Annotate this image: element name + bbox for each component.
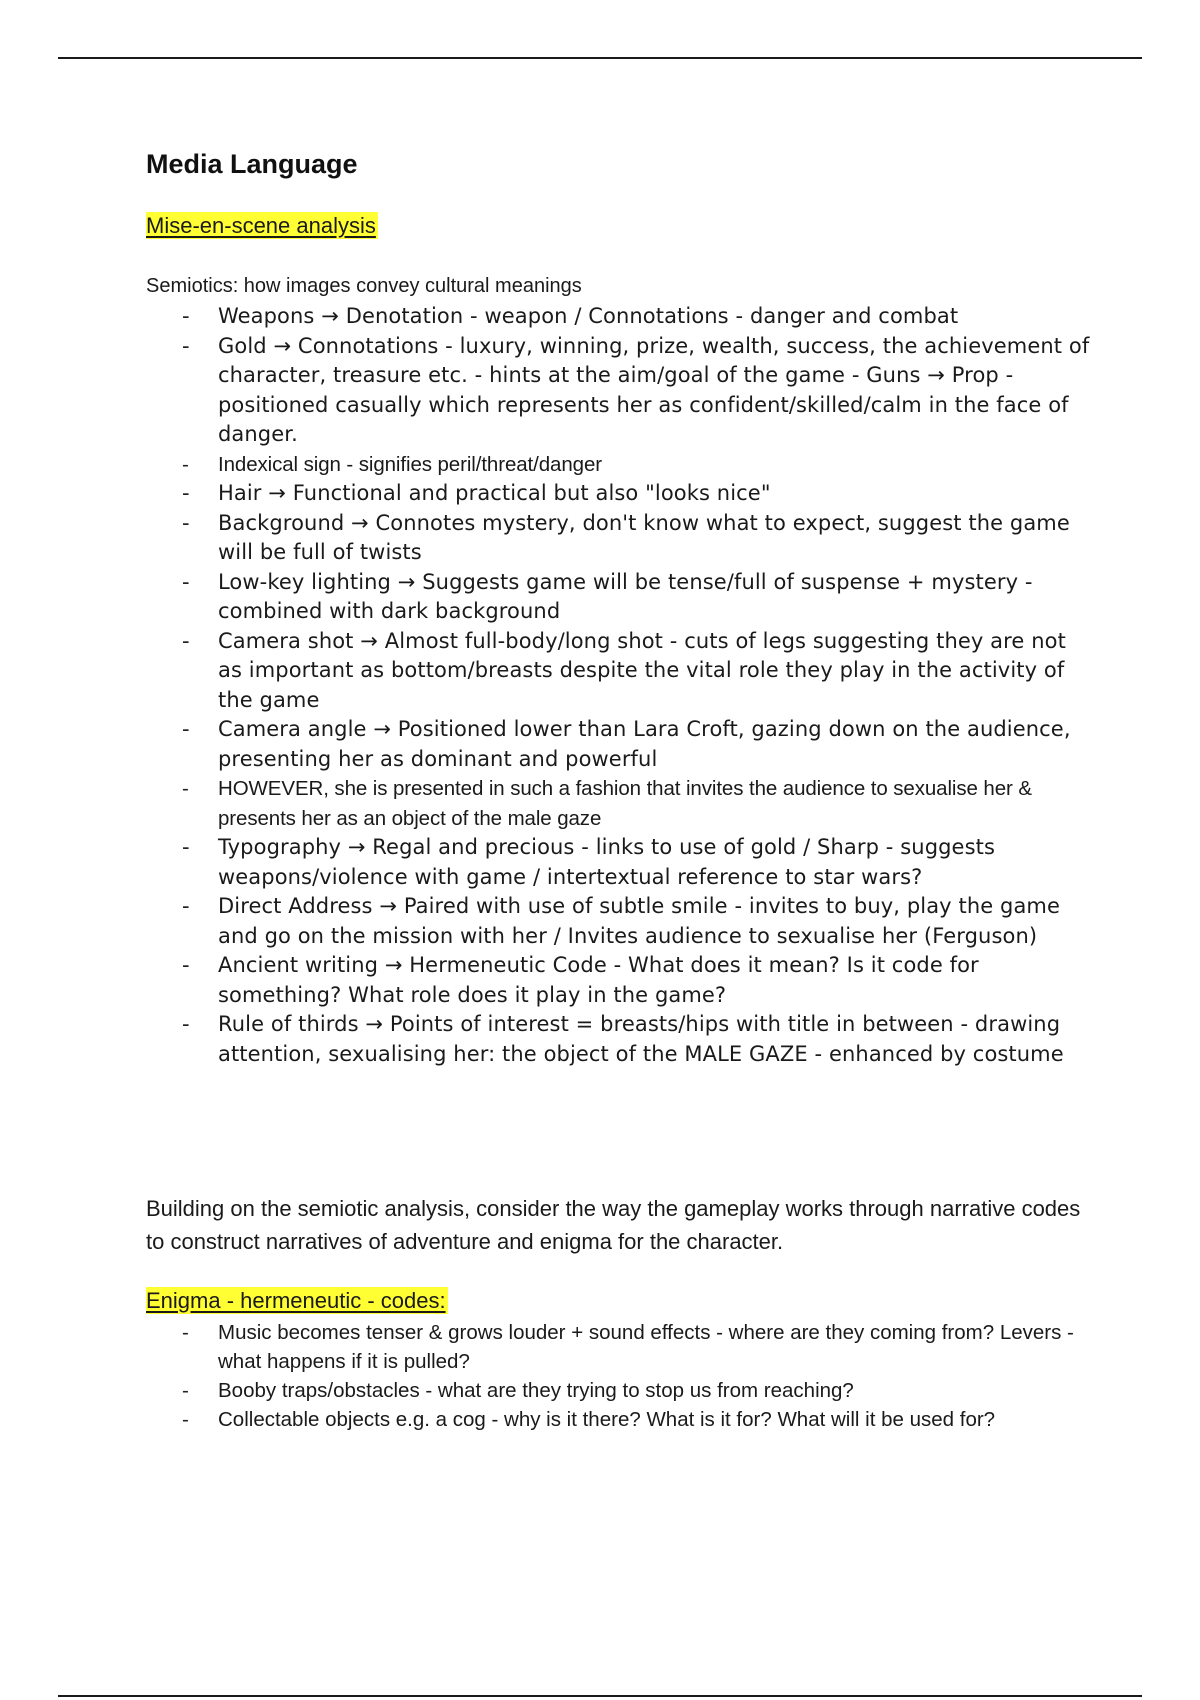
- semiotics-intro: Semiotics: how images convey cultural meanings: [146, 275, 582, 297]
- list-item: - Typography → Regal and precious - links to use of gold / Sharp - suggests weapons/violence with game / intertextual reference to star wars?: [146, 833, 1096, 892]
- list-item: - Hair → Functional and practical but also "looks nice": [146, 479, 1096, 509]
- list-item: - Booby traps/obstacles - what are they trying to stop us from reaching?: [146, 1376, 1096, 1405]
- list-item: - Indexical sign - signifies peril/threat/danger: [146, 450, 1096, 480]
- list-item: - Rule of thirds → Points of interest = breasts/hips with title in between - drawing attention, sexualising her: the object of the MALE GAZE - enhanced by costume: [146, 1010, 1096, 1069]
- list-item: - Camera shot → Almost full-body/long shot - cuts of legs suggesting they are not as important as bottom/breasts despite the vital role they play in the activity of the game: [146, 627, 1096, 716]
- list-item: - Ancient writing → Hermeneutic Code - What does it mean? Is it code for something? What role does it play in the game?: [146, 951, 1096, 1010]
- list-item: - Low-key lighting → Suggests game will be tense/full of suspense + mystery - combined with dark background: [146, 568, 1096, 627]
- enigma-list: [146, 1318, 1096, 1434]
- semiotics-list: [146, 302, 1096, 1069]
- narrative-codes-paragraph: Building on the semiotic analysis, consider the way the gameplay works through narrative codes to construct narratives of adventure and enigma for the character.: [146, 1196, 1081, 1254]
- list-item: - Direct Address → Paired with use of subtle smile - invites to buy, play the game and go on the mission with her / Invites audience to sexualise her (Ferguson): [146, 892, 1096, 951]
- list-item: - Weapons → Denotation - weapon / Connotations - danger and combat: [146, 302, 1096, 332]
- section-heading-mise-en-scene: Mise-en-scene analysis: [146, 213, 376, 238]
- list-item: - Gold → Connotations - luxury, winning, prize, wealth, success, the achievement of character, treasure etc. - hints at the aim/goal of the game - Guns → Prop - positioned casually which represents her as confident/skilled/calm in the face of danger.: [146, 332, 1096, 450]
- top-rule: [58, 57, 1142, 59]
- list-item: - HOWEVER, she is presented in such a fashion that invites the audience to sexualise her & presents her as an object of the male gaze: [146, 774, 1096, 833]
- bottom-rule: [58, 1695, 1142, 1697]
- list-item: - Collectable objects e.g. a cog - why is it there? What is it for? What will it be used for?: [146, 1405, 1096, 1434]
- page-title: Media Language: [146, 149, 358, 179]
- list-item: - Camera angle → Positioned lower than Lara Croft, gazing down on the audience, presenting her as dominant and powerful: [146, 715, 1096, 774]
- section-heading-enigma: Enigma - hermeneutic - codes:: [146, 1288, 446, 1313]
- list-item: - Music becomes tenser & grows louder + sound effects - where are they coming from? Levers - what happens if it is pulled?: [146, 1318, 1096, 1376]
- list-item: - Background → Connotes mystery, don't know what to expect, suggest the game will be full of twists: [146, 509, 1096, 568]
